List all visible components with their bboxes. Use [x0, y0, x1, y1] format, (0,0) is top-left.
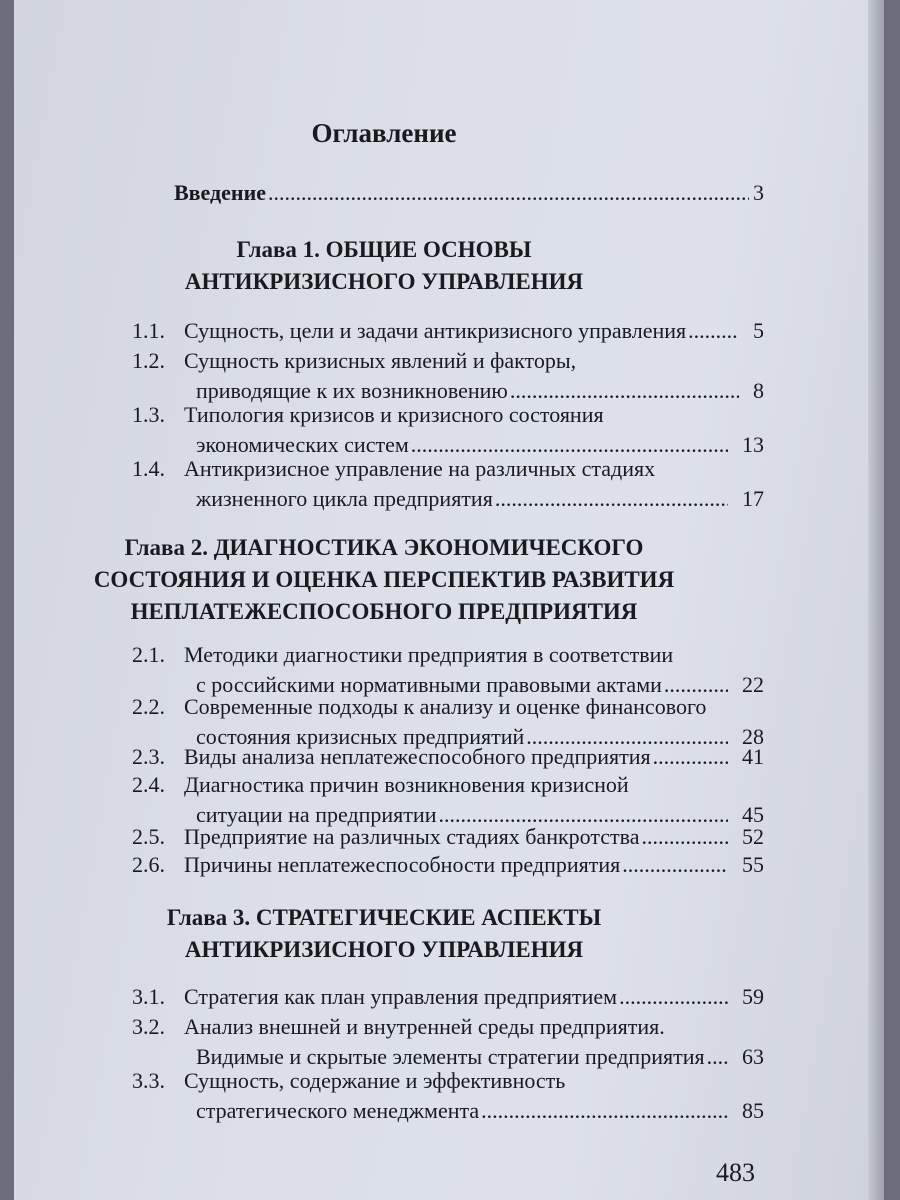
dot-leader: [619, 982, 728, 1012]
section-page: 59: [742, 984, 764, 1009]
section-title: экономических систем: [196, 432, 409, 457]
section-number: 2.5.: [132, 824, 165, 849]
page-edge: [868, 0, 884, 1200]
section-title: ситуации на предприятии: [196, 802, 437, 827]
toc-entry-1-3[interactable]: [132, 400, 764, 460]
section-page: 5: [753, 318, 764, 343]
section-title: Виды анализа неплатежеспособного предприятия: [184, 744, 651, 769]
dot-leader: [268, 178, 749, 208]
chapter-heading-line: СОСТОЯНИЯ И ОЦЕНКА ПЕРСПЕКТИВ РАЗВИТИЯ: [93, 567, 675, 592]
section-title: с российскими нормативными правовыми актами: [196, 672, 662, 697]
section-number: 2.2.: [132, 694, 165, 719]
section-title: Сущность, содержание и эффективность: [184, 1068, 566, 1093]
chapter-heading-line: Глава 2. ДИАГНОСТИКА ЭКОНОМИЧЕСКОГО: [124, 535, 644, 560]
chapter-heading-line: АНТИКРИЗИСНОГО УПРАВЛЕНИЯ: [184, 269, 584, 294]
section-number: 3.3.: [132, 1068, 165, 1093]
section-page: 17: [742, 486, 764, 511]
section-number: 2.6.: [132, 852, 165, 877]
toc-entry-intro[interactable]: [174, 178, 764, 208]
chapter-3-heading: [14, 902, 754, 966]
chapter-2-heading: [14, 532, 754, 628]
toc-entry-1-4[interactable]: [132, 454, 764, 514]
section-title: Причины неплатежеспособности предприятия: [184, 852, 621, 877]
section-number: 2.4.: [132, 772, 165, 797]
toc-title: Оглавление: [311, 118, 457, 148]
section-page: 41: [742, 744, 764, 769]
section-number: 1.1.: [132, 318, 165, 343]
section-page: 13: [742, 432, 764, 457]
chapter-heading-line: Глава 3. СТРАТЕГИЧЕСКИЕ АСПЕКТЫ: [166, 905, 602, 930]
section-number: 3.1.: [132, 984, 165, 1009]
section-title: Анализ внешней и внутренней среды предприятия.: [184, 1014, 665, 1039]
section-number: 1.2.: [132, 348, 165, 373]
section-title: Сущность кризисных явлений и факторы,: [184, 348, 577, 373]
section-title: Предприятие на различных стадиях банкротства: [184, 824, 640, 849]
dot-leader: [481, 1096, 728, 1126]
toc-entry-1-2[interactable]: [132, 346, 764, 406]
section-page: 45: [742, 802, 764, 827]
chapter-heading-line: Глава 1. ОБЩИЕ ОСНОВЫ: [236, 237, 532, 262]
toc-entry-3-1[interactable]: [132, 982, 764, 1012]
dot-leader: [495, 484, 728, 514]
section-title: жизненного цикла предприятия: [196, 486, 493, 511]
toc-entry-1-1[interactable]: [132, 316, 764, 346]
dot-leader: [642, 822, 729, 852]
section-page: 52: [742, 824, 764, 849]
section-title: стратегического менеджмента: [196, 1098, 480, 1123]
intro-page: 3: [753, 180, 764, 205]
section-title: Антикризисное управление на различных стадиях: [184, 456, 656, 481]
dot-leader: [688, 316, 739, 346]
section-title: Диагностика причин возникновения кризисной: [184, 772, 629, 797]
toc-entry-2-1[interactable]: [132, 640, 764, 700]
section-page: 63: [742, 1044, 764, 1069]
section-title: Типология кризисов и кризисного состояния: [184, 402, 604, 427]
section-title: Методики диагностики предприятия в соответствии: [184, 642, 674, 667]
section-number: 3.2.: [132, 1014, 165, 1039]
chapter-1-heading: [14, 234, 754, 298]
toc-entry-2-4[interactable]: [132, 770, 764, 830]
toc-entry-2-3[interactable]: [132, 742, 764, 772]
section-page: 28: [742, 724, 764, 749]
section-title: приводящие к их возникновению: [196, 378, 508, 403]
chapter-heading-line: НЕПЛАТЕЖЕСПОСОБНОГО ПРЕДПРИЯТИЯ: [130, 599, 638, 624]
section-title: Видимые и скрытые элементы стратегии предприятия: [196, 1044, 705, 1069]
section-title: Современные подходы к анализу и оценке финансового: [184, 694, 707, 719]
toc-entry-2-5[interactable]: [132, 822, 764, 852]
book-page: [14, 0, 884, 1200]
section-title: состояния кризисных предприятий: [196, 724, 525, 749]
toc-entry-3-2[interactable]: [132, 1012, 764, 1072]
intro-label: Введение: [174, 180, 267, 205]
toc-entry-2-6[interactable]: [132, 850, 764, 880]
section-title: Сущность, цели и задачи антикризисного управления: [184, 318, 687, 343]
section-page: 85: [742, 1098, 764, 1123]
section-title: Стратегия как план управления предприятием: [184, 984, 618, 1009]
chapter-heading-line: АНТИКРИЗИСНОГО УПРАВЛЕНИЯ: [184, 937, 584, 962]
section-page: 22: [742, 672, 764, 697]
dot-leader: [622, 850, 728, 880]
section-page: 8: [753, 378, 764, 403]
section-number: 1.3.: [132, 402, 165, 427]
dot-leader: [653, 742, 728, 772]
section-number: 2.1.: [132, 642, 165, 667]
toc-entry-3-3[interactable]: [132, 1066, 764, 1126]
section-page: 55: [742, 852, 764, 877]
section-number: 1.4.: [132, 456, 165, 481]
section-number: 2.3.: [132, 744, 165, 769]
page-number: 483: [716, 1158, 755, 1187]
